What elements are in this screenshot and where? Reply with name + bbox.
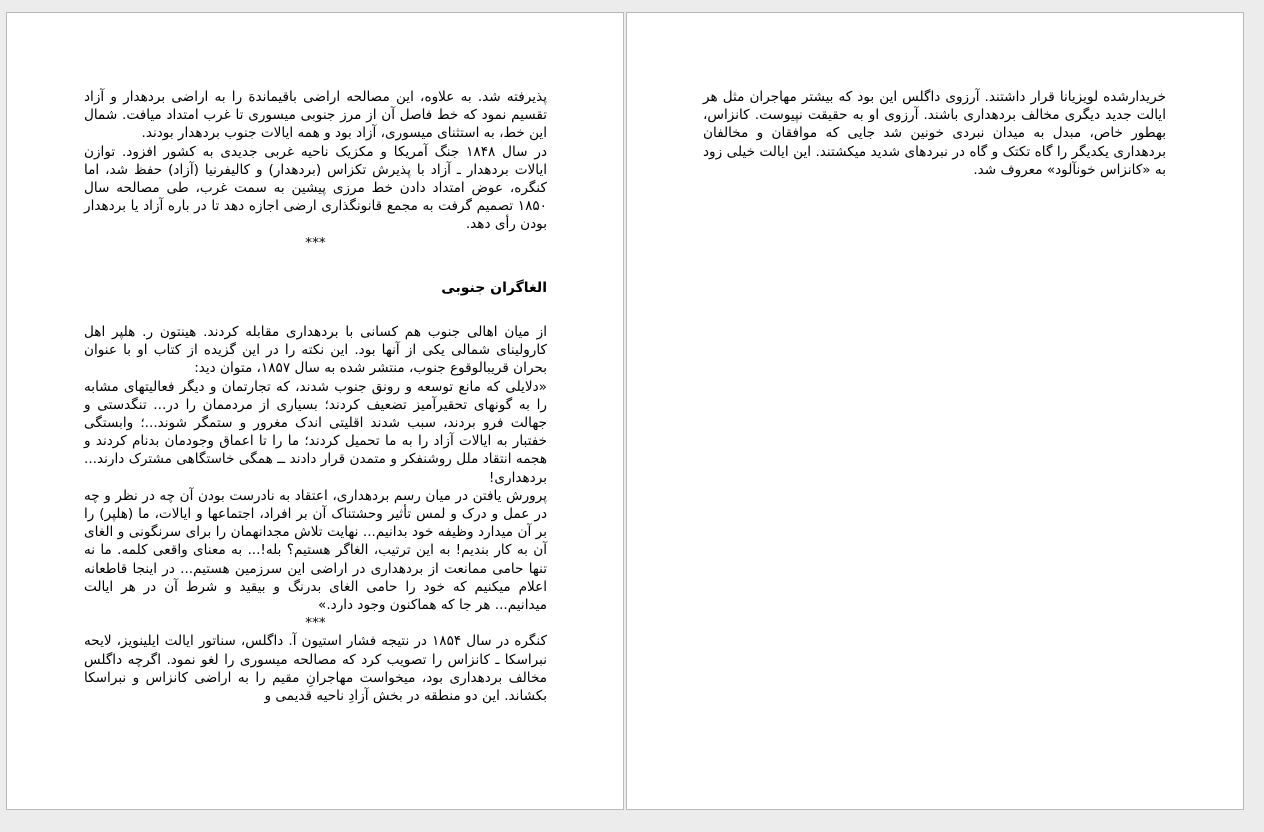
right-page (626, 12, 1244, 810)
paragraph-3: از میان اهالی جنوب هم کسانی با بردهداری مقابله کردند. هینتون ر. هلپر اهل کارولینای شمالی یکی از آنها بود. این نکته را در این گزیده از کتاب او با عنوان بحران قریبالوقوع جنوب، منتشر شده به سال ۱۸۵۷، متوان دید: (84, 324, 547, 377)
paragraph-2: در سال ۱۸۴۸ جنگ آمریکا و مکزیک ناحیه غربی جدیدی به کشور افزود. توازن ایالات بردهدار ـ آزاد با پذیرش تکزاس (بردهدار) و کالیفرنیا (آزاد) حفظ شد، اما کنگره، عوض امتداد دادن خط مرزی پیشین به سمت غرب، طی مصالحه سال ۱۸۵۰ تصمیم گرفت به مجمع قانونگذاری ارضی اجازه دهد تا در باره آزاد یا بردهدار بودن رأی دهد. (84, 143, 548, 233)
paragraph-5: خریدارشده لویزیانا قرار داشتند. آرزوی داگلس این بود که بیشتر مهاجران مثل هر ایالت جدید دیگری مخالف بردهداری باشند. آرزوی او به حقیقت نپیوست. کانزاس، بهطور خاص، مبدل به میدان نبردی خونین شد جایی که موافقان و مخالفان بردهداری یکدیگر را گاه تکتک و گاه در نبردهای شدید میکشتند. این ایالت خیلی زود به «کانزاس خونآلود» معروف شد. (703, 89, 1166, 178)
quote-paragraph-2: پرورش یافتن در میان رسم بردهداری، اعتقاد به نادرست بودن آن چه در نظر و چه در عمل و درک و لمس تأثیر وحشتناک آن بر افراد، اجتماعها و ایالات، ما (هلپر) را بر آن میدارد وظیفه خود بدانیم... نهایت تلاش مجدانهمان را برای سرنگونی و الغای آن به کار بندیم! به این ترتیب، الغاگر هستیم؟ بله!... به معنای واقعی کلمه. ما نه تنها حامی ممانعت از بردهداری در اراضی این سرزمین هستیم... در اینجا قاطعانه اعلام میکنیم که خود را حامی الغای بدرنگ و بیقید و شرط آن در هر ایالت میدانیم... هر جا که هماکنون وجود دارد.» (84, 487, 547, 614)
quote-paragraph-1: «دلایلی که مانع توسعه و رونق جنوب شدند، که تجارتمان و دیگر فعالیتهای مشابه را به گونهای تحقیرآمیز تضعیف کردند؛ بسیاری از مردممان را در... تنگدستی و جهالت فرو بردند، سبب شدند اقلیتی اندک مغرور و ستمگر شوند...؛ وابستگی خفتبار به ایالات آزاد را به ما تحمیل کردند؛ ما را تا اعماق وجودمان بدنام کردند و هجمه انتقاد ملل روشنفکر و متمدن قرار دادند ــ همگی خاستگاهی مشترک دارند... بردهداری! (84, 378, 547, 486)
left-page-text (84, 88, 547, 705)
left-page (6, 12, 624, 810)
section-separator-2: *** (305, 615, 326, 632)
paragraph-4: کنگره در سال ۱۸۵۴ در نتیجه فشار استیون آ. داگلس، سناتور ایالت ایلینویز، لایحه نبراسکا ـ کانزاس را تصویب کرد که مصالحه میسوری را لغو نمود. اگرچه داگلس مخالف بردهداری بود، میخواست مهاجرانِ مقیم را به اراضی کانزاس و نبراسکا بکشاند. این دو منطقه در بخش آزادِ ناحیه قدیمی و (84, 633, 547, 705)
section-separator-1: *** (305, 234, 326, 251)
section-heading: الغاگران جنوبی (441, 279, 547, 296)
right-page-text (703, 88, 1166, 179)
paragraph-1: پذیرفته شد. به علاوه، این مصالحه اراضی باقیماندهَ را به اراضی بردهدار و آزاد تقسیم نمود که خط فاصل آن از مرز جنوبی میسوری تا غرب امتداد میافت. شمال این خط، به استثنای میسوری، آزاد بود و همه ایالات جنوب بردهدار بودند. (84, 89, 547, 142)
